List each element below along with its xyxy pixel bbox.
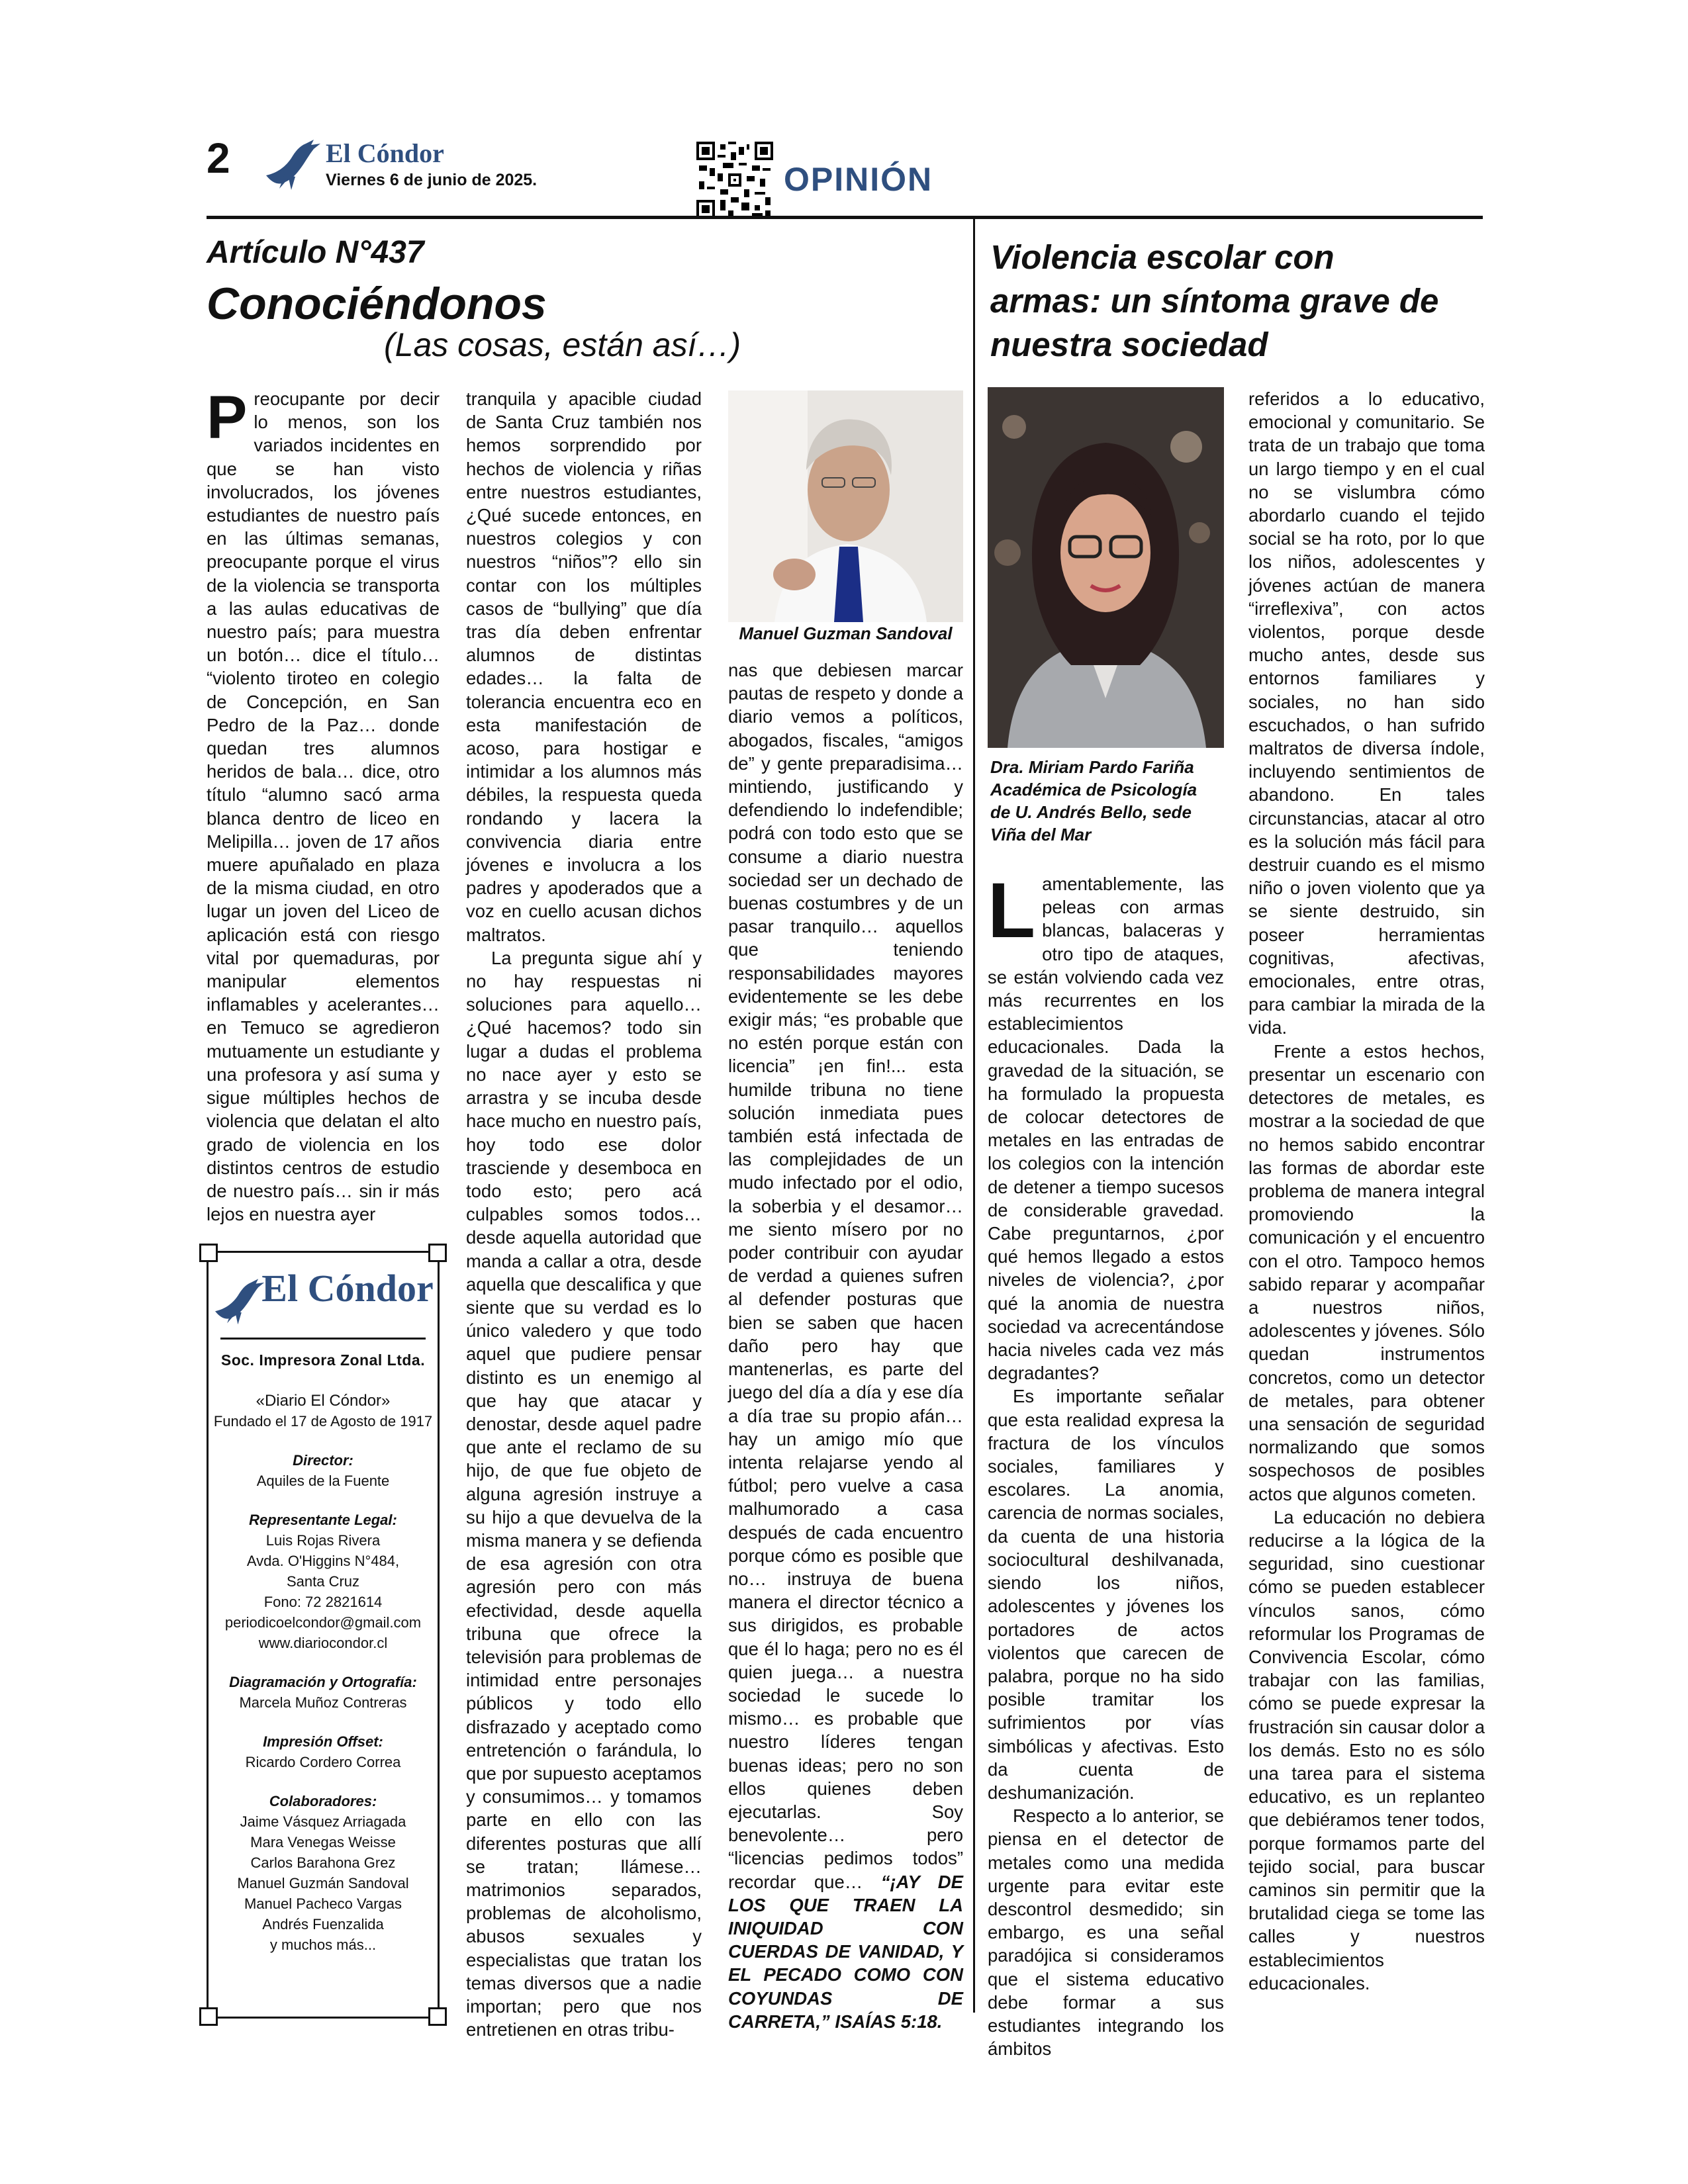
article1-column-3 <box>728 659 963 2032</box>
credits-logo <box>209 1267 438 1326</box>
phone: Fono: 72 2821614 <box>263 1594 383 1610</box>
director-name: Aquiles de la Fuente <box>256 1473 390 1489</box>
collaborator: Andrés Fuenzalida <box>262 1916 384 1933</box>
author-photo-pardo <box>988 387 1224 748</box>
article1-col3-text: nas que debiesen marcar pautas de respeto y donde a diario vemos a políticos, abogados, fiscales, “amigos de” y gente preparadisima… mintiendo, justificando y defendiendo lo indefendible; podrá con todo esto que se consume a diario nuestra sociedad ser un dechado de buenas costumbres y de un pasar tranquilo… aquellos que teniendo responsabilidades mayores evidentemente se les debe exigir más; “es probable que no estén porque están con licencia” ¡en fin!... esta humilde tribuna no tiene solución inmediata pues también está infectada de las complejidades de un mudo infectado por el odio, la soberbia y el desamor… me siento mísero por no poder contribuir con ayudar de verdad a quienes sufren al defender posturas que bien se saben que hacen daño pero hay que mantenerlas, es parte del juego del día a día y ese día a día trae su propio afán… hay un amigo mío que intenta relajarse yendo al fútbol; pero vuelve a casa malhumorado a casa después de cada encuentro porque cómo es posible que no… instruya de buena manera el director técnico a sus dirigidos, es probable que él lo haga; pero no es él quien juega… a nuestra sociedad le sucede lo mismo… es probable que nuestro líderes tengan buenas ideas; pero no son ellos quienes deben ejecutarlas. Soy benevolente… pero “licencias pedimos todos” recordar que… <box>728 660 963 1892</box>
author-caption: Manuel Guzman Sandoval <box>739 623 953 643</box>
box-corner-ornament <box>428 2007 447 2026</box>
box-corner-ornament <box>199 1244 218 1262</box>
article2-title <box>990 236 1493 367</box>
box-corner-ornament <box>199 2007 218 2026</box>
collaborator: y muchos más... <box>269 1936 377 1953</box>
issue-date: Viernes 6 de junio de 2025. <box>326 171 538 189</box>
collaborator: Manuel Pacheco Vargas <box>244 1895 402 1912</box>
caption-line: de U. Andrés Bello, sede <box>990 802 1192 822</box>
credits-box <box>207 1251 440 2019</box>
article1-col1-text: reocupante por decir lo menos, son los variados incidentes en que se han visto involucrados, los jóvenes estudiantes de nuestro país en las últimas semanas, preocupante porque el virus de la violencia se transporta a las aulas educativas de nuestro país; para muestra un botón… dice el título… “violento tiroteo en colegio de Concepción, en San Pedro de la Paz… donde quedan tres alumnos heridos de bala… dice, otro título “alumno sacó arma blanca dentro de liceo en Melipilla… joven de 17 años muere apuñalado en plaza de la misma ciudad, en otro lugar un joven del Liceo de aplicación está con riesgo vital por quemaduras, por manipular elementos inflamables y acelerantes… en Temuco se agredieron mutuamente un estudiante y una profesora y así suma y sigue múltiples hechos de violencia que delatan el alto grado de violencia en los distintos centros de estudio de nuestro país… sin ir más lejos en nuestra ayer <box>207 388 440 1225</box>
article2-col1-p2: Es importante señalar que esta realidad expresa la fractura de los vínculos sociales, familiares y escolares. La anomia, carencia de normas sociales, da cuenta de una historia sociocultural deshilvanada, siendo los niños, adolescentes y jóvenes los portadores de actos violentos que carecen de palabra, porque no ha sido posible tramitar los sufrimientos por vías simbólicas y afectivas. Esto da cuenta de deshumanización. <box>988 1386 1224 1803</box>
author-caption-pardo <box>990 756 1242 846</box>
article2-col2-p2: Frente a estos hechos, presentar un escenario con detectores de metales, es mostrar a la sociedad de que no hemos sabido encontrar las formas de abordar este problema de manera integral promoviendo la comunicación y el encuentro con el otro. Tampoco hemos sabido reparar y acompañar a nuestros niños, adolescentes y jóvenes. Sólo quedan instrumentos concretos, como un detector de metales, para obtener una sensación de seguridad normalizando que somos sospechosos de posibles actos que algunos cometen. <box>1248 1040 1485 1504</box>
founded-date: Fundado el 17 de Agosto de 1917 <box>213 1413 433 1430</box>
credits-logo-text: El Cóndor <box>261 1267 434 1310</box>
drop-cap: P <box>207 384 248 451</box>
article2-title-line: nuestra sociedad <box>990 326 1268 363</box>
address-line-1: Avda. O'Higgins N°484, <box>246 1553 400 1569</box>
bible-quote: “¡AY DE LOS QUE TRAEN LA INIQUIDAD CON CUERDAS DE VANIDAD, Y EL PECADO COMO CON COYUNDAS DE CARRETA,” ISAÍAS 5:18. <box>728 1871 963 2032</box>
article2-title-line: armas: un síntoma grave de <box>990 282 1439 320</box>
caption-line: Académica de Psicología <box>990 780 1197 799</box>
article-subtitle: (Las cosas, están así…) <box>384 326 741 363</box>
article2-column-1 <box>988 867 1224 2060</box>
paper-name: «Diario El Cóndor» <box>256 1392 391 1410</box>
print-name: Ricardo Cordero Correa <box>245 1754 401 1770</box>
article1-col2-p2: La pregunta sigue ahí y no hay respuestas ni soluciones para aquello… ¿Qué hacemos? todo sin lugar a dudas el problema no nace ayer y esto se arrastra y se incuba desde hace mucho en nuestro país, hoy todo ese dolor trasciende y desemboca en todo esto; pero acá culpables somos todos… desde aquella autoridad que manda a callar a otra, desde aquella que descalifica y que siente que su verdad es lo único valedero y que todo aquel que pudiere pensar distinto es un enemigo al que hay que atacar y denostar, desde aquel padre que ante el reclamo de su hijo, de que fue objeto de alguna agresión instruye a su hijo a que devuelva de la misma manera y se defienda de esa agresión con otra agresión pero con más efectividad, desde aquella tribuna que ofrece la televisión para problemas de intimidad entre personajes públicos y todo ello disfrazado y aceptado como entretención o farándula, lo que por supuesto aceptamos y consumimos… y tomamos parte en ello con las diferentes posturas que allí se tratan; llámese… matrimonios separados, problemas de alcoholismo, abusos sexuales y especialistas que tratan los temas diversos que a nadie importan; pero que nos entretienen en otras tribu- <box>466 947 702 2040</box>
section-title: OPINIÓN <box>784 161 933 198</box>
article-number: Artículo N°437 <box>207 235 424 270</box>
collaborator: Carlos Barahona Grez <box>250 1854 396 1871</box>
drop-cap: L <box>988 867 1036 954</box>
article1-column-2 <box>466 387 702 2040</box>
article-title: Conociéndonos <box>207 279 547 329</box>
article1-col2-p1: tranquila y apacible ciudad de Santa Cruz también nos hemos sorprendido por hechos de violencia y riñas entre nuestros estudiantes, ¿Qué sucede entonces, en nuestros colegios y con nuestros “niños”? ello sin contar con los múltiples casos de “bullying” que día tras día deben enfrentar alumnos de distintas edades… la falta de tolerancia encuentra eco en esta manifestación de acoso, para hostigar e intimidar a los alumnos más débiles, la respuesta queda rondando y lacera la convivencia diaria entre jóvenes e involucra a los padres y apoderados que a voz en cuello acusan dichos maltratos. <box>466 388 702 945</box>
print-label: Impresión Offset: <box>263 1733 383 1750</box>
author-photo-guzman <box>728 390 963 622</box>
header-rule <box>207 216 1483 219</box>
collaborators-label: Colaboradores: <box>269 1793 377 1809</box>
article2-column-2 <box>1248 387 1485 2022</box>
article2-col1-p1: amentablemente, las peleas con armas blancas, balaceras y otro tipo de ataques, se están volviendo cada vez más recurrentes en los establecimientos educacionales. Dada la gravedad de la situación, se ha formulado la propuesta de colocar detectores de metales en las entradas de los colegios con la intención de detener a tiempo sucesos de considerable gravedad. Cabe preguntarnos, ¿por qué hemos llegado a estos niveles de violencia?, ¿por qué la anomia de nuestra sociedad va acrecentándose hacia niveles cada vez más degradantes? <box>988 874 1224 1384</box>
column-divider <box>973 219 975 2013</box>
director-label: Director: <box>293 1452 353 1469</box>
website-link[interactable]: www.diariocondor.cl <box>258 1635 388 1651</box>
caption-line: Dra. Miriam Pardo Fariña <box>990 757 1194 777</box>
article1-column-1 <box>207 384 440 1228</box>
legal-rep-label: Representante Legal: <box>249 1512 397 1528</box>
masthead-title: El Cóndor <box>326 138 444 168</box>
collaborator: Jaime Vásquez Arriagada <box>240 1813 406 1830</box>
article2-col2-p3: La educación no debiera reducirse a la lógica de la seguridad, sino cuestionar cómo se pueden establecer vínculos sanos, cómo reformular los Programas de Convivencia Escolar, cómo trabajar con las familias, cómo se puede expresar la frustración sin causar dolor a los demás. Esto no es sólo una tarea para el sistema educativo, es un replanteo que debiéramos tener todos, porque formamos parte del tejido social, para buscar caminos sin permitir que la brutalidad ciega se tome las calles y nuestros establecimientos educacionales. <box>1248 1506 1485 1993</box>
article2-col1-p3: Respecto a lo anterior, se piensa en el detector de metales como una medida urgente para evitar este descontrol desmedido; sin embargo, es una señal paradójica si consideramos que el sistema educativo debe formar a sus estudiantes integrando los ámbitos <box>988 1805 1224 2060</box>
collaborator: Mara Venegas Weisse <box>250 1834 396 1850</box>
email-link[interactable]: periodicoelcondor@gmail.com <box>224 1614 422 1631</box>
qr-code-icon[interactable] <box>696 142 773 218</box>
address-line-2: Santa Cruz <box>286 1573 360 1590</box>
page-number: 2 <box>207 134 230 182</box>
collaborator: Manuel Guzmán Sandoval <box>237 1875 409 1891</box>
layout-name: Marcela Muñoz Contreras <box>239 1694 407 1711</box>
layout-label: Diagramación y Ortografía: <box>229 1674 417 1690</box>
article2-col2-p1: referidos a lo educativo, emocional y comunitario. Se trata de un trabajo que toma un largo tiempo y en el cual no se vislumbra cómo abordarlo cuando el tejido social se ha roto, por lo que los niños, adolescentes y jóvenes actúan de manera “irreflexiva”, con actos violentos, porque desde mucho antes, desde sus entornos familiares y sociales, no han sido escuchados, o han sufrido maltratos de diversa índole, incluyendo sentimientos de abandono. En tales circunstancias, atacar al otro es la solución más fácil para destruir cuando es el mismo niño o joven violento que ya se siente destruido, sin poseer herramientas cognitivas, afectivas, emocionales, entre otras, para cambiar la mirada de la vida. <box>1248 388 1485 1038</box>
legal-rep-name: Luis Rojas Rivera <box>265 1532 381 1549</box>
condor-logo-icon <box>265 136 323 191</box>
box-corner-ornament <box>428 1244 447 1262</box>
condor-logo-icon <box>212 1275 268 1326</box>
credits-divider <box>220 1338 426 1340</box>
publisher-name: Soc. Impresora Zonal Ltda. <box>220 1351 426 1369</box>
caption-line: Viña del Mar <box>990 825 1092 844</box>
article2-title-line: Violencia escolar con <box>990 238 1335 276</box>
